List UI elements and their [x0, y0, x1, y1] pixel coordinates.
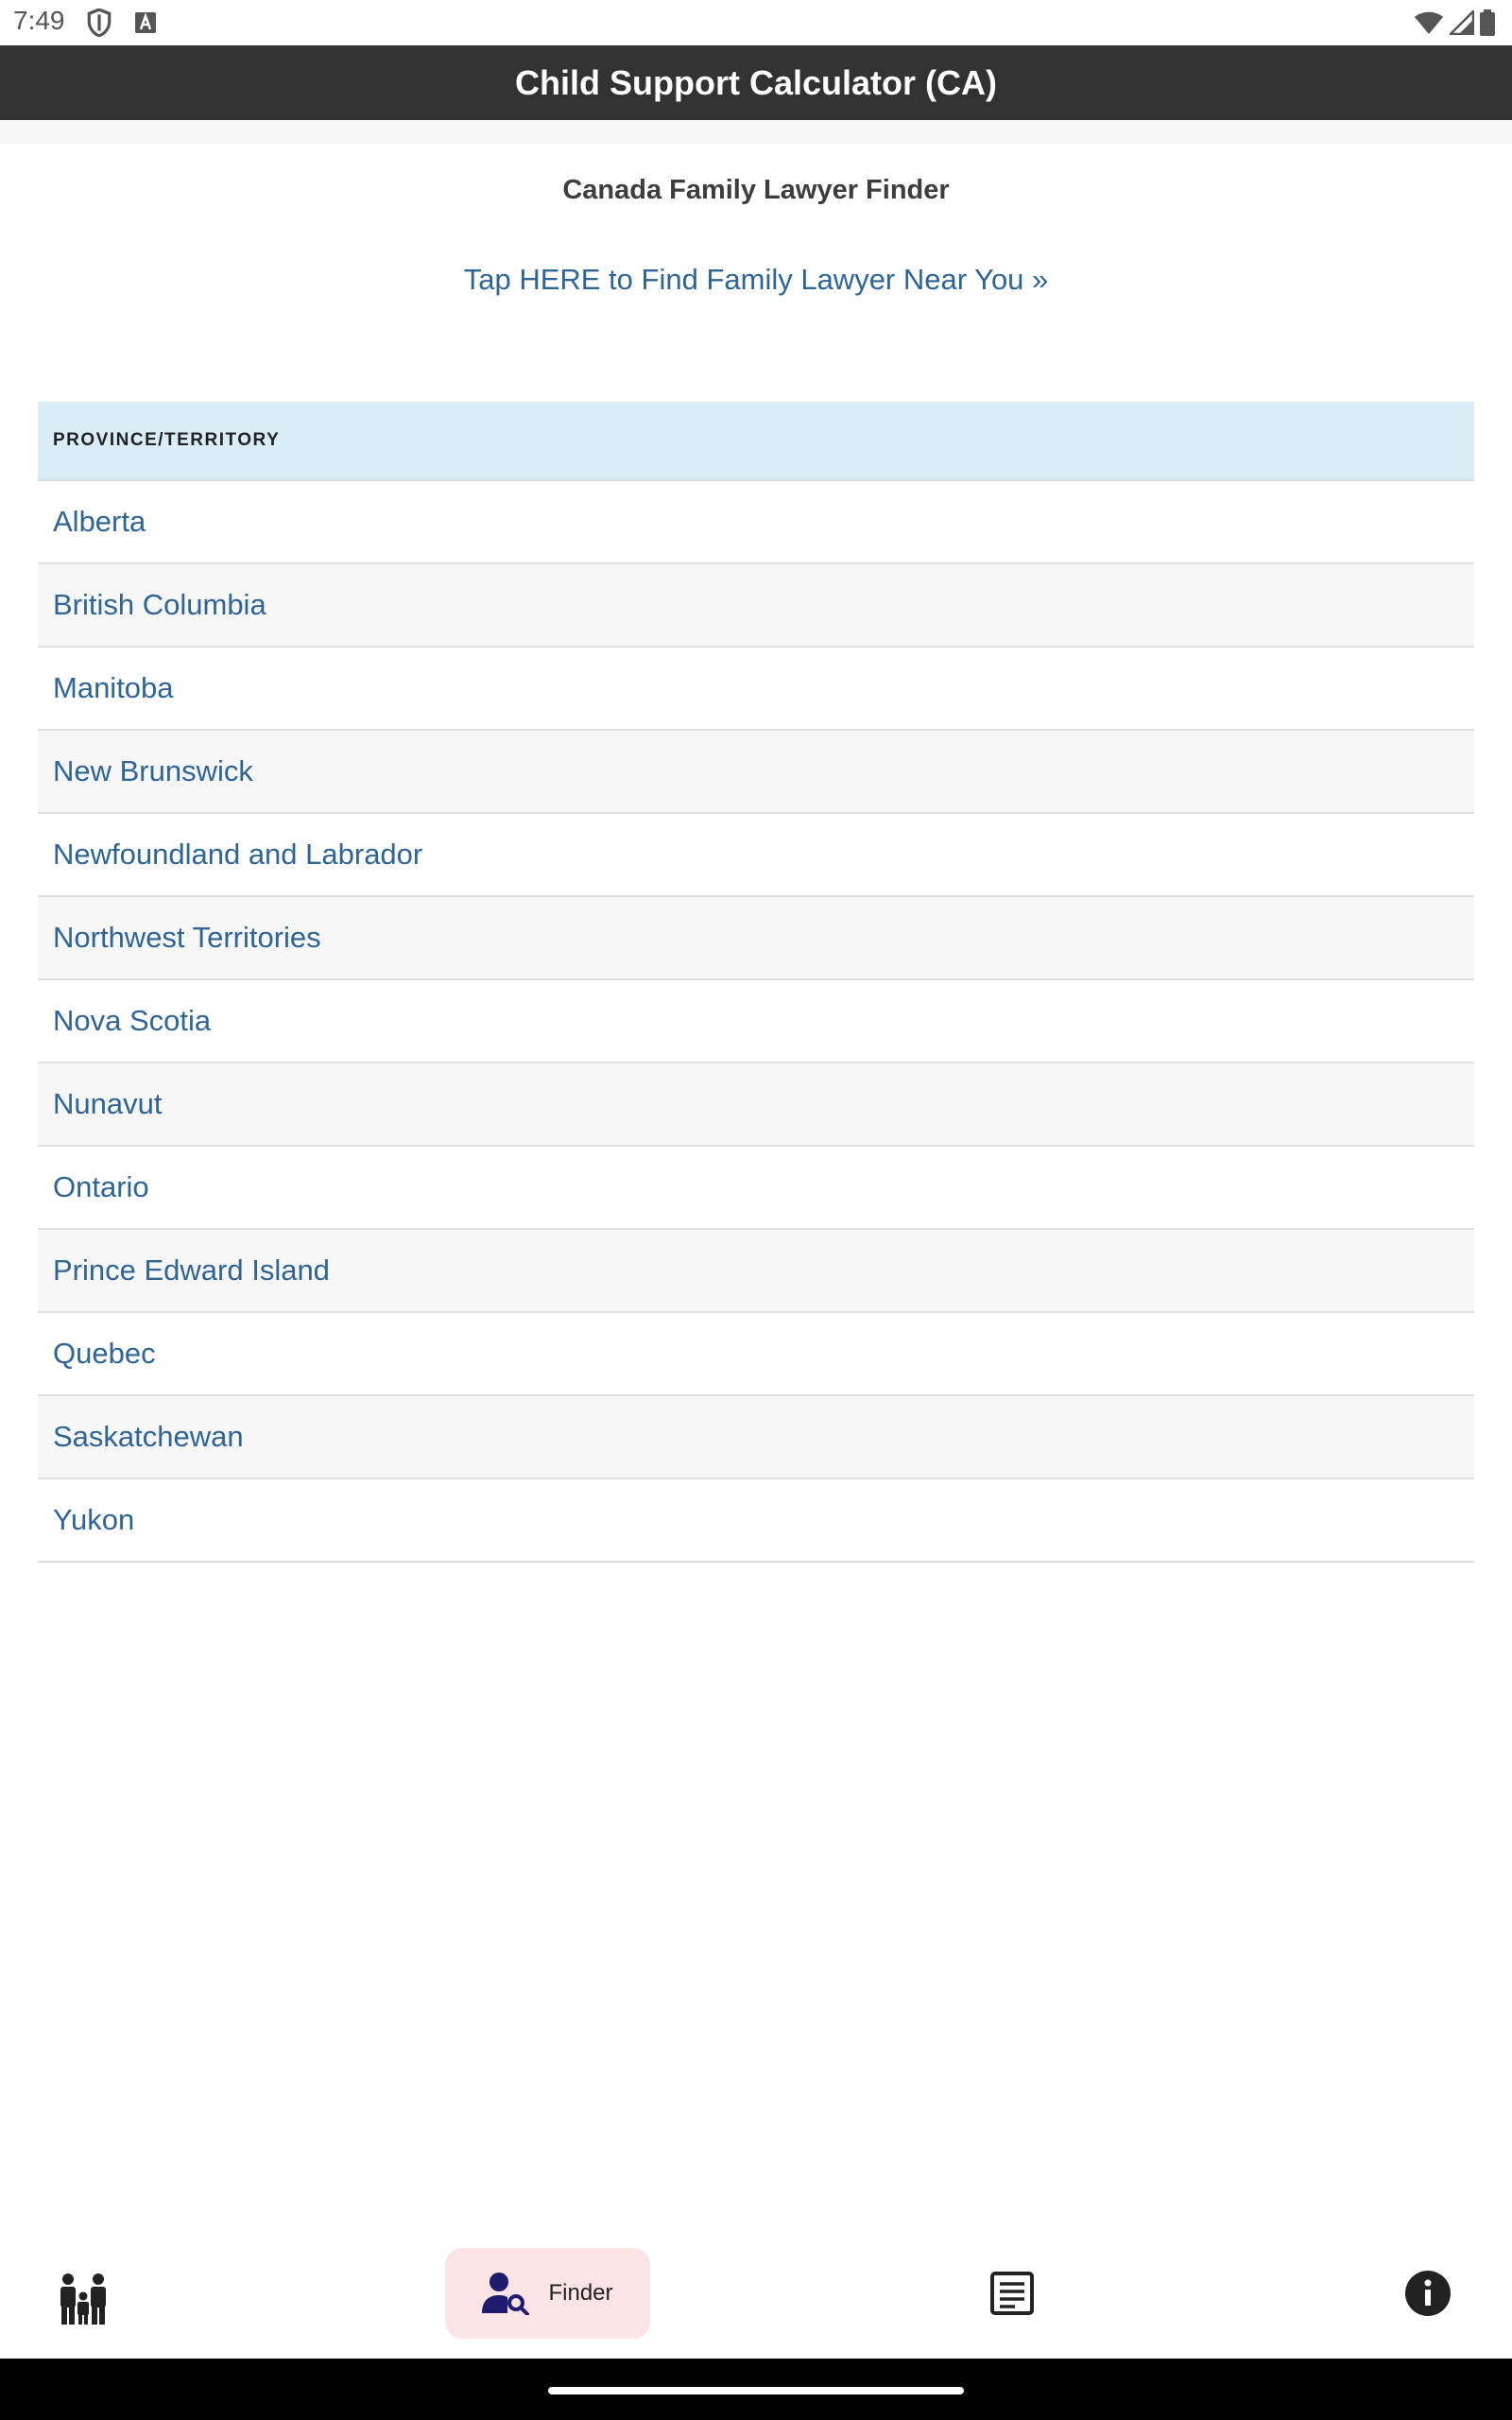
province-link[interactable]: Nova Scotia	[53, 1004, 212, 1037]
province-link[interactable]: Prince Edward Island	[53, 1253, 330, 1287]
province-link[interactable]: Saskatchewan	[53, 1420, 244, 1453]
province-link[interactable]: Quebec	[53, 1337, 156, 1370]
province-row-newfoundland-and-labrador[interactable]	[38, 814, 1474, 897]
status-time: 7:49	[13, 6, 65, 35]
province-row-manitoba[interactable]	[38, 648, 1474, 731]
province-link[interactable]: British Columbia	[53, 588, 266, 621]
province-row-nova-scotia[interactable]	[38, 980, 1474, 1063]
shield-icon	[87, 9, 112, 37]
province-row-prince-edward-island[interactable]	[38, 1230, 1474, 1313]
app-bar	[0, 45, 1512, 120]
province-row-british-columbia[interactable]	[38, 564, 1474, 648]
home-gesture-handle[interactable]	[548, 2387, 964, 2394]
table-header-label: PROVINCE/TERRITORY	[53, 430, 281, 450]
info-icon	[1404, 2270, 1452, 2317]
province-link[interactable]: Newfoundland and Labrador	[53, 838, 423, 871]
province-row-nunavut[interactable]	[38, 1063, 1474, 1147]
battery-icon	[1480, 9, 1495, 36]
app-title: Child Support Calculator (CA)	[515, 62, 997, 102]
nav-summary[interactable]	[983, 2264, 1041, 2323]
province-link[interactable]: Manitoba	[53, 671, 174, 704]
nav-finder-label: Finder	[548, 2280, 613, 2306]
nav-calculator[interactable]	[47, 2269, 119, 2329]
wifi-icon	[1414, 10, 1444, 35]
document-icon	[990, 2272, 1034, 2315]
person-search-icon	[482, 2272, 529, 2315]
province-link[interactable]: Nunavut	[53, 1087, 163, 1120]
province-link[interactable]: Yukon	[53, 1503, 135, 1536]
status-icons	[1414, 9, 1495, 36]
status-bar	[0, 0, 1512, 45]
province-link[interactable]: Ontario	[53, 1170, 149, 1203]
province-row-ontario[interactable]	[38, 1147, 1474, 1230]
system-nav-bar	[0, 2359, 1512, 2420]
find-lawyer-link[interactable]: Tap HERE to Find Family Lawyer Near You »	[463, 263, 1049, 296]
province-row-saskatchewan[interactable]	[38, 1396, 1474, 1479]
province-link[interactable]: Alberta	[53, 505, 146, 538]
bottom-nav	[0, 2226, 1512, 2359]
province-row-alberta[interactable]	[38, 481, 1474, 564]
province-row-yukon[interactable]	[38, 1479, 1474, 1563]
nav-info[interactable]	[1399, 2264, 1457, 2323]
nav-finder[interactable]	[445, 2248, 650, 2339]
province-list	[38, 481, 1474, 1563]
family-icon	[57, 2273, 110, 2325]
divider-band	[0, 120, 1512, 144]
signal-icon	[1450, 10, 1474, 35]
finder-title: Canada Family Lawyer Finder	[562, 175, 950, 205]
province-link[interactable]: New Brunswick	[53, 754, 253, 787]
a-badge-icon	[134, 11, 157, 34]
province-link[interactable]: Northwest Territories	[53, 921, 321, 954]
table-header	[38, 402, 1474, 481]
province-table	[38, 402, 1474, 1563]
province-row-quebec[interactable]	[38, 1313, 1474, 1396]
province-row-northwest-territories[interactable]	[38, 897, 1474, 980]
province-row-new-brunswick[interactable]	[38, 731, 1474, 814]
